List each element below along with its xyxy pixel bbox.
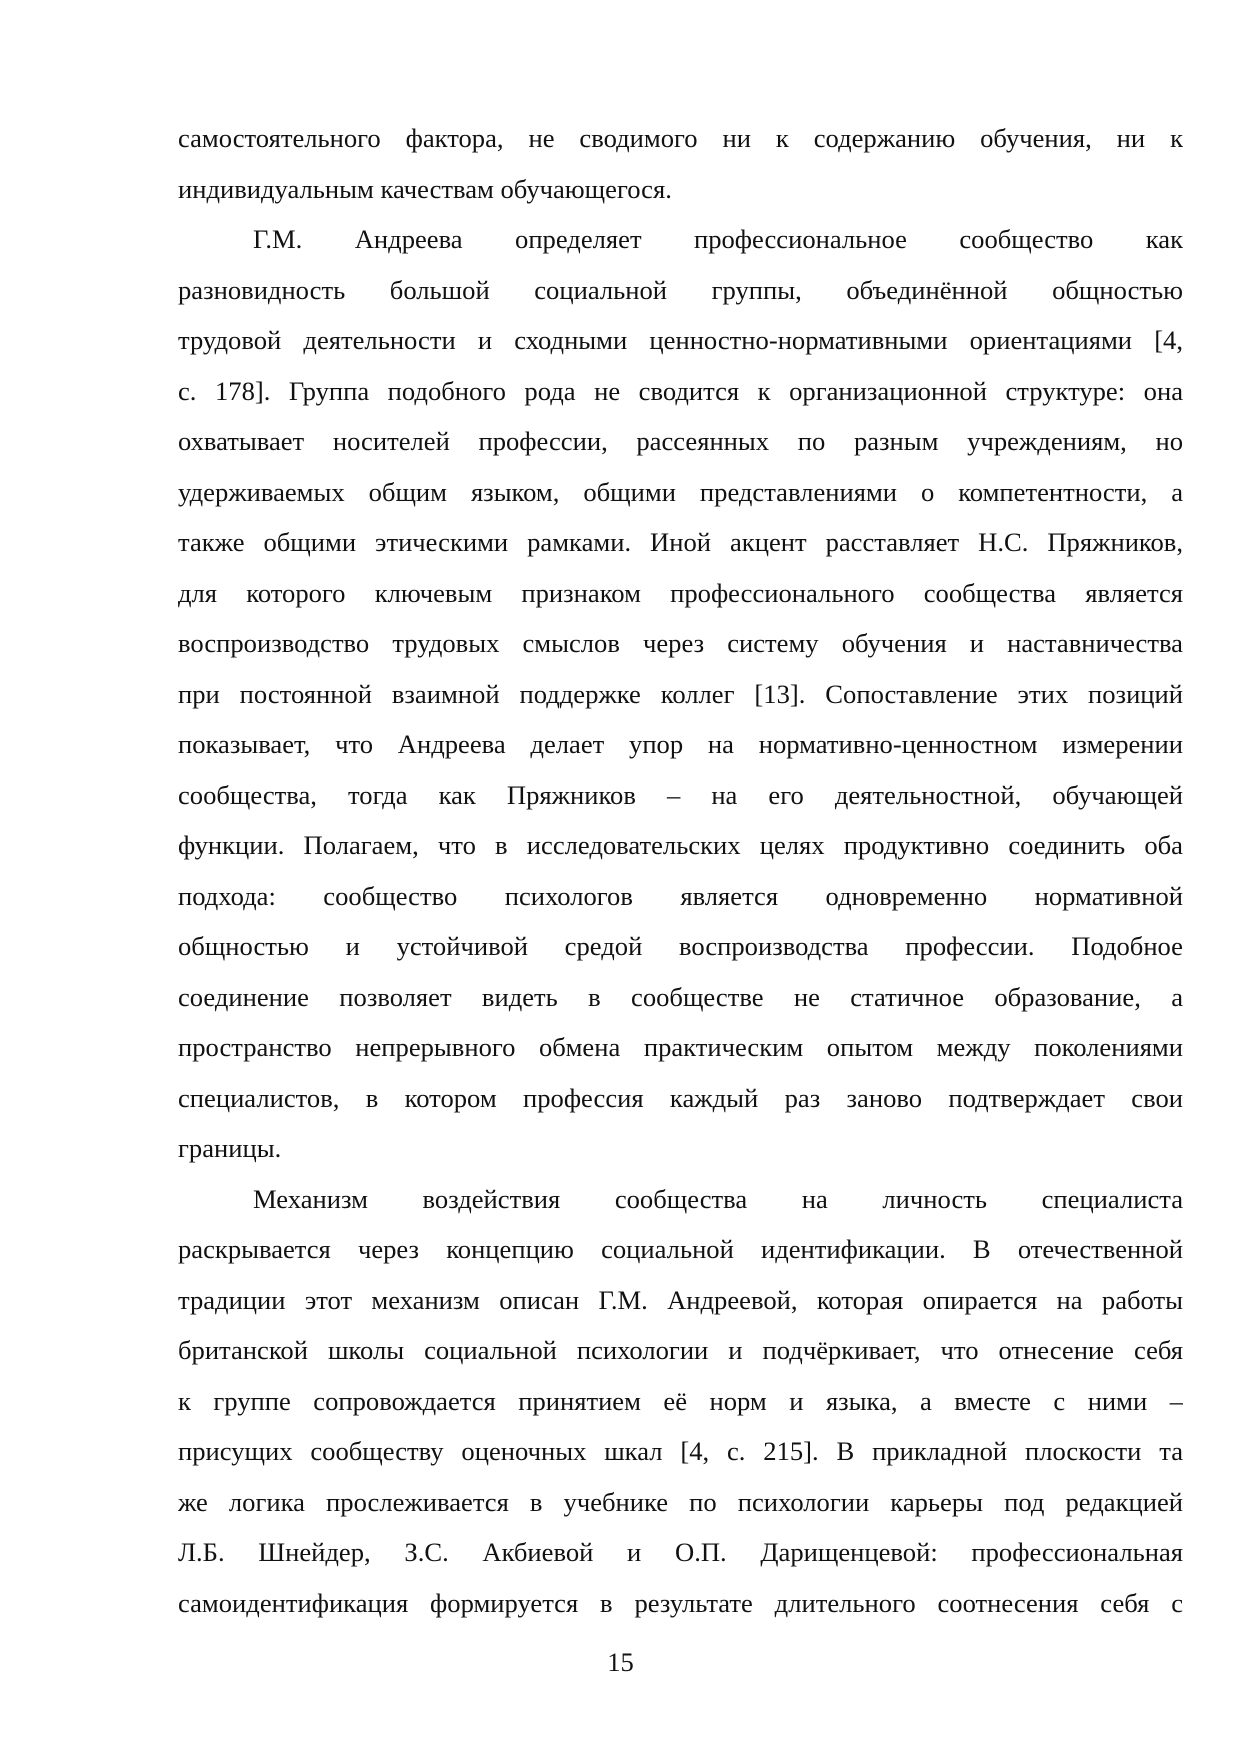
page-number: 15: [607, 1647, 634, 1677]
text-line: же логика прослеживается в учебнике по психологии карьеры под редакцией: [178, 1486, 1183, 1517]
text-line: британской школы социальной психологии и подчёркивает, что отнесение себя: [178, 1335, 1183, 1365]
text-line: соединение позволяет видеть в сообществе не статичное образование, а: [178, 981, 1183, 1012]
text-line: границы.: [178, 1133, 282, 1163]
text-line: с. 178]. Группа подобного рода не сводится к организационной структуре: она: [178, 375, 1183, 406]
text-line: удерживаемых общим языком, общими представлениями о компетентности, а: [178, 476, 1183, 507]
text-line: самостоятельного фактора, не сводимого ни к содержанию обучения, ни к: [178, 123, 1183, 153]
text-line: для которого ключевым признаком профессионального сообщества является: [178, 577, 1183, 608]
text-line: общностью и устойчивой средой воспроизводства профессии. Подобное: [178, 931, 1183, 961]
text-line: воспроизводство трудовых смыслов через систему обучения и наставничества: [178, 628, 1183, 658]
text-line: Л.Б. Шнейдер, З.С. Акбиевой и О.П. Дарищенцевой: профессиональная: [178, 1537, 1183, 1567]
text-line: подхода: сообщество психологов является одновременно нормативной: [178, 880, 1183, 911]
text-line: также общими этическими рамками. Иной акцент расставляет Н.С. Пряжников,: [178, 527, 1183, 557]
text-line: специалистов, в котором профессия каждый раз заново подтверждает свои: [178, 1082, 1183, 1113]
text-line: функции. Полагаем, что в исследовательских целях продуктивно соединить оба: [178, 830, 1183, 860]
text-line: к группе сопровождается принятием её норм и языка, а вместе с ними –: [178, 1385, 1183, 1416]
paragraph-first-line: Г.М. Андреева определяет профессиональное сообщество как: [253, 224, 1183, 254]
text-line: показывает, что Андреева делает упор на нормативно-ценностном измерении: [178, 729, 1183, 759]
text-line: при постоянной взаимной поддержке коллег [13]. Сопоставление этих позиций: [178, 678, 1183, 709]
text-line: трудовой деятельности и сходными ценностно-нормативными ориентациями [4,: [178, 325, 1183, 355]
text-line: традиции этот механизм описан Г.М. Андреевой, которая опирается на работы: [178, 1284, 1183, 1315]
text-line: пространство непрерывного обмена практическим опытом между поколениями: [178, 1032, 1183, 1062]
text-line: самоидентификация формируется в результате длительного соотнесения себя с: [178, 1587, 1183, 1618]
body-text: [178, 113, 1183, 1628]
text-line: присущих сообществу оценочных шкал [4, с. 215]. В прикладной плоскости та: [178, 1436, 1183, 1466]
text-line: разновидность большой социальной группы, объединённой общностью: [178, 274, 1183, 305]
text-line: сообщества, тогда как Пряжников – на его деятельностной, обучающей: [178, 779, 1183, 810]
text-line: охватывает носителей профессии, рассеянных по разным учреждениям, но: [178, 426, 1183, 456]
paragraph-first-line: Механизм воздействия сообщества на личность специалиста: [253, 1183, 1183, 1214]
text-line: индивидуальным качествам обучающегося.: [178, 173, 672, 204]
text-line: раскрывается через концепцию социальной идентификации. В отечественной: [178, 1234, 1183, 1264]
